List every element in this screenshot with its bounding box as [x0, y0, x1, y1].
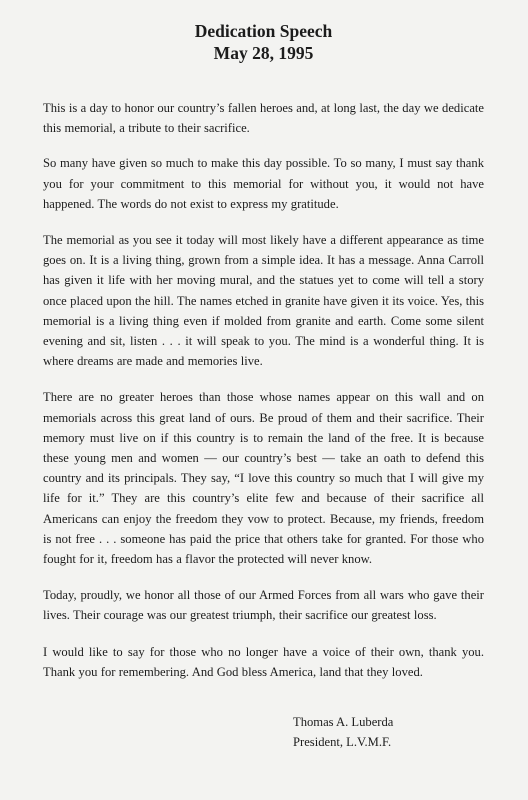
paragraph-2: So many have given so much to make this day possible. To so many, I must say thank you for your commitment to this memorial for without you, it would not have happened. The words do not exist to express my gratitude.	[43, 156, 484, 211]
paragraph-3: The memorial as you see it today will most likely have a different appearance as time goes on. It is a living thing, grown from a simple idea. It has a message. Anna Carroll has given it life with her moving mural, and the statues yet to come will tell a story once placed upon the hill. The names etched in granite have given it its voice. Yes, this memorial is a living thing even if molded from granite and earth. Come some silent evening and sit, listen . . . it will speak to you. The mind is a wonderful thing. It is where dreams are made and memories live.	[43, 233, 484, 369]
document-date: May 28, 1995	[213, 43, 314, 63]
signature-block	[293, 712, 393, 752]
paragraph-5: Today, proudly, we honor all those of our Armed Forces from all wars who gave their lives. Their courage was our greatest triumph, their sacrifice our greatest loss.	[43, 588, 484, 623]
signature-role: President, L.V.M.F.	[293, 735, 392, 749]
signature-name: Thomas A. Luberda	[293, 715, 394, 729]
paragraph-1: This is a day to honor our country’s fallen heroes and, at long last, the day we dedicate this memorial, a tribute to their sacrifice.	[43, 101, 484, 136]
paragraph-6: I would like to say for those who no longer have a voice of their own, thank you. Thank you for remembering. And God bless America, land that they loved.	[43, 644, 484, 679]
document-title: Dedication Speech	[194, 21, 333, 41]
paragraph-4: There are no greater heroes than those whose names appear on this wall and on memorials across this great land of ours. Be proud of them and their sacrifice. Their memory must live on if this country is to remain the land of the free. It is because these young men and women — our country’s best — take an oath to defend this country and its principals. They say, “I love this country so much that I will give my life for it.” They are this country’s elite few and because of their sacrifice all Americans can enjoy the freedom they vow to protect. Because, my friends, freedom is not free . . . someone has paid the price that others take for granted. For those who fought for it, freedom has a flavor the protected will never know.	[43, 390, 484, 567]
